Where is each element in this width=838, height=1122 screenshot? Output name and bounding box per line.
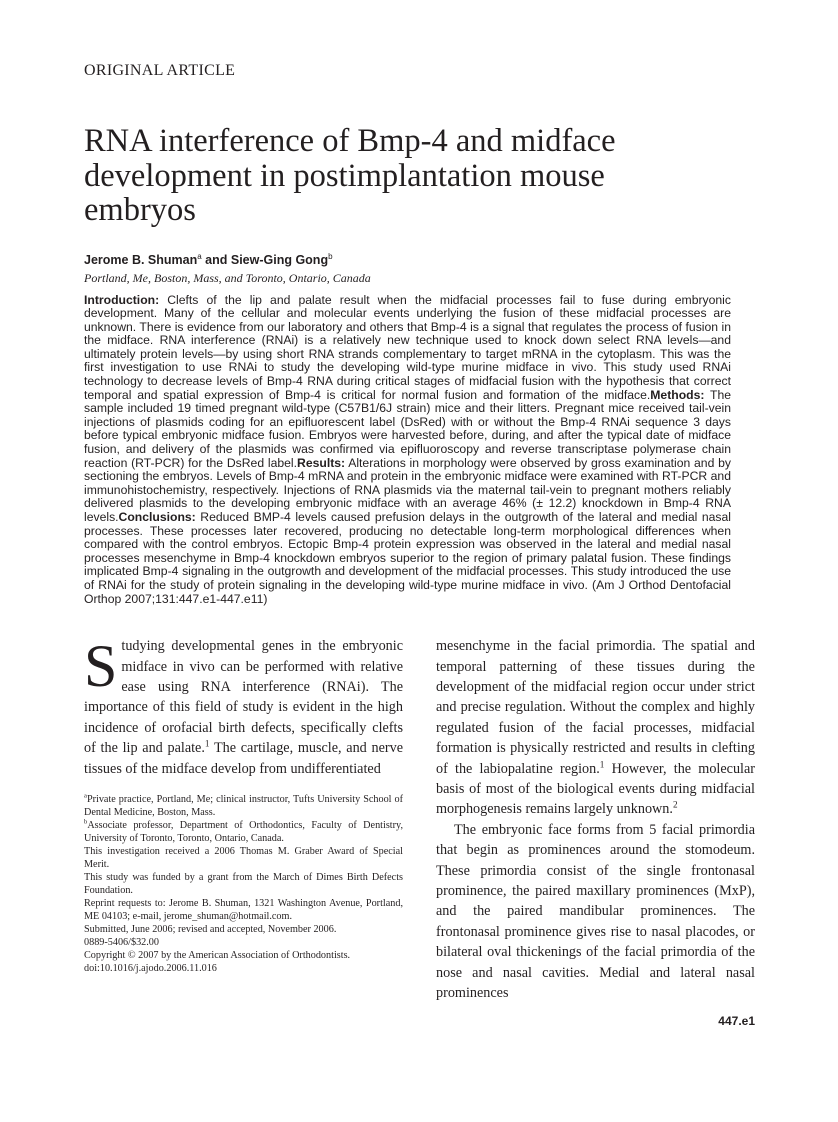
article-title: RNA interference of Bmp-4 and midface development in postimplantation mouse embryos <box>84 123 616 228</box>
body-paragraph: The embryonic face forms from 5 facial primordia that begin as prominences around the stomodeum. These primordia consist of the single frontonasal prominence, the paired maxillary prominences (MxP), and the paired mandibular prominences. The frontonasal prominence gives rise to nasal placodes, or bilateral oval thickenings of the facial primordia of the nose and nasal cavities. Medial and lateral nasal prominences <box>436 821 755 1002</box>
footnote-marker: a <box>84 792 87 800</box>
abstract-text: Reduced BMP-4 levels caused prefusion delays in the outgrowth of the lateral and medial nasal processes. These processes later recovered, producing no detectable long-term morphological differences when compared with the control embryos. Ectopic Bmp-4 protein expression was observed in the lateral and medial nasal processes mesenchyme in Bmp-4 knockdown embryos superior to the region of primary palatal fusion. These findings implicated Bmp-4 signaling in the outgrowth and development of the midfacial processes. This study introduced the use of RNAi for the study of protein signaling in the developing wild-type murine midface in vivo. (Am J Orthod Dentofacial Orthop 2007;131:447.e1-447.e11) <box>84 510 731 606</box>
body-paragraph <box>84 633 404 779</box>
footnote-copyright: Copyright © 2007 by the American Association of Orthodontists. <box>84 950 351 961</box>
abstract <box>84 294 731 607</box>
abstract-text: The sample included 19 timed pregnant wild-type (C57B1/6J strain) mice and their litters. Pregnant mice received tail-vein injections of plasmids coding for an epifluorescent label (DsRed) with or without the Bmp-4 RNAi sequence 3 days before typical embryonic midface fusion. Embryos were harvested before, during, and after the typical date of midface fusion, and delivery of the plasmids was confirmed via epifluoroscopy and reverse transcriptase polymerase chain reaction (RT-PCR) for the DsRed label. <box>84 387 731 470</box>
body-text: tudying developmental genes in the embryonic midface in vivo can be performed with relative ease using RNA interference (RNAi). The importance of this field of study is evident in the high incidence of orofacial birth defects, specifically clefts of the lip and palate. <box>84 638 403 757</box>
abstract-heading: Conclusions: <box>118 510 196 524</box>
section-label: ORIGINAL ARTICLE <box>84 62 236 79</box>
right-column-wrapper <box>436 636 755 1003</box>
author-name: Siew-Ging Gong <box>230 252 329 267</box>
footnote <box>84 819 403 845</box>
author-name: Jerome B. Shuman <box>84 252 198 267</box>
reference-marker: 2 <box>672 799 678 810</box>
abstract-heading: Methods: <box>650 387 705 402</box>
footnote-reprint: Reprint requests to: Jerome B. Shuman, 1321 Washington Avenue, Portland, ME 04103; e-mail, jerome_shuman@hotmail.com. <box>84 898 403 922</box>
footnotes <box>84 793 403 975</box>
footnote-submitted: Submitted, June 2006; revised and accepted, November 2006. <box>84 924 337 935</box>
abstract-text: Clefts of the lip and palate result when the midfacial processes fail to fuse during embryonic development. Many of the cellular and molecular events underlying the fusion of these midfacial processes are unknown. There is evidence from our laboratory and others that Bmp-4 is a signal that regulates the process of fusion in the midface. RNA interference (RNAi) is a relatively new technique used to knock down select RNA levels—and ultimately protein levels—by using short RNA strands complementary to target mRNA in the cytoplasm. This was the first investigation to use RNAi to study the developing wild-type murine midface in vivo. This study used RNAi technology to decrease levels of Bmp-4 RNA during critical stages of midfacial fusion with the hypothesis that correct temporal and spatial expression of Bmp-4 is critical for normal fusion and formation of the midface. <box>84 292 731 402</box>
affiliation: Portland, Me, Boston, Mass, and Toronto, Ontario, Canada <box>84 270 371 285</box>
footnote-funding: This study was funded by a grant from the March of Dimes Birth Defects Foundation. <box>84 872 403 896</box>
footnote-text: Associate professor, Department of Orthodontics, Faculty of Dentistry, University of Toronto, Toronto, Ontario, Canada. <box>84 820 403 844</box>
body-paragraph <box>436 636 755 820</box>
footnote <box>84 793 403 819</box>
drop-cap: S <box>84 633 118 700</box>
reference-marker: 1 <box>204 738 210 749</box>
body-column-right <box>436 636 755 1003</box>
author-conjunction: and <box>201 252 231 267</box>
body-text: The cartilage, muscle, and nerve tissues of the midface develop from undifferentiated <box>84 740 404 777</box>
abstract-text: Alterations in morphology were observed by gross examination and by sectioning the embryos. Levels of Bmp-4 mRNA and protein in the embryonic midface were examined with RT-PCR and immunohistochemistry, respectively. Injections of RNA plasmids via the maternal tail-vein to pregnant mothers reliably delivered plasmids to the developing embryonic midface with an average 46% (± 12.2) knockdown in Bmp-4 RNA levels. <box>84 455 731 524</box>
reference-marker: 1 <box>599 758 605 769</box>
abstract-heading: Results: <box>297 455 346 470</box>
left-column-wrapper <box>84 633 404 1003</box>
abstract-heading: Introduction: <box>84 292 160 307</box>
body-text: mesenchyme in the facial primordia. The spatial and temporal patterning of these tissues during the development of the midfacial region occur under strict and precise regulation. Without the complex and highly regulated fusion of the facial processes, midfacial formation is physically restricted and results in clefting of the labiopalatine region. <box>436 638 755 777</box>
body-columns <box>84 633 756 1003</box>
affiliation-marker: b <box>328 251 333 261</box>
body-column-left <box>84 633 404 779</box>
footnote-issn: 0889-5406/$32.00 <box>84 937 159 948</box>
footnote-doi[interactable]: doi:10.1016/j.ajodo.2006.11.016 <box>84 963 217 974</box>
authors <box>84 252 755 268</box>
affiliation-marker: a <box>197 251 202 261</box>
footnote-text: Private practice, Portland, Me; clinical instructor, Tufts University School of Dental Medicine, Boston, Mass. <box>84 794 403 818</box>
footnote-award: This investigation received a 2006 Thomas M. Graber Award of Special Merit. <box>84 846 403 870</box>
body-text: However, the molecular basis of most of the biological events during midfacial morphogenesis remains largely unknown. <box>436 760 756 818</box>
footnote-marker: b <box>84 818 88 826</box>
page-number: 447.e1 <box>718 1014 755 1029</box>
